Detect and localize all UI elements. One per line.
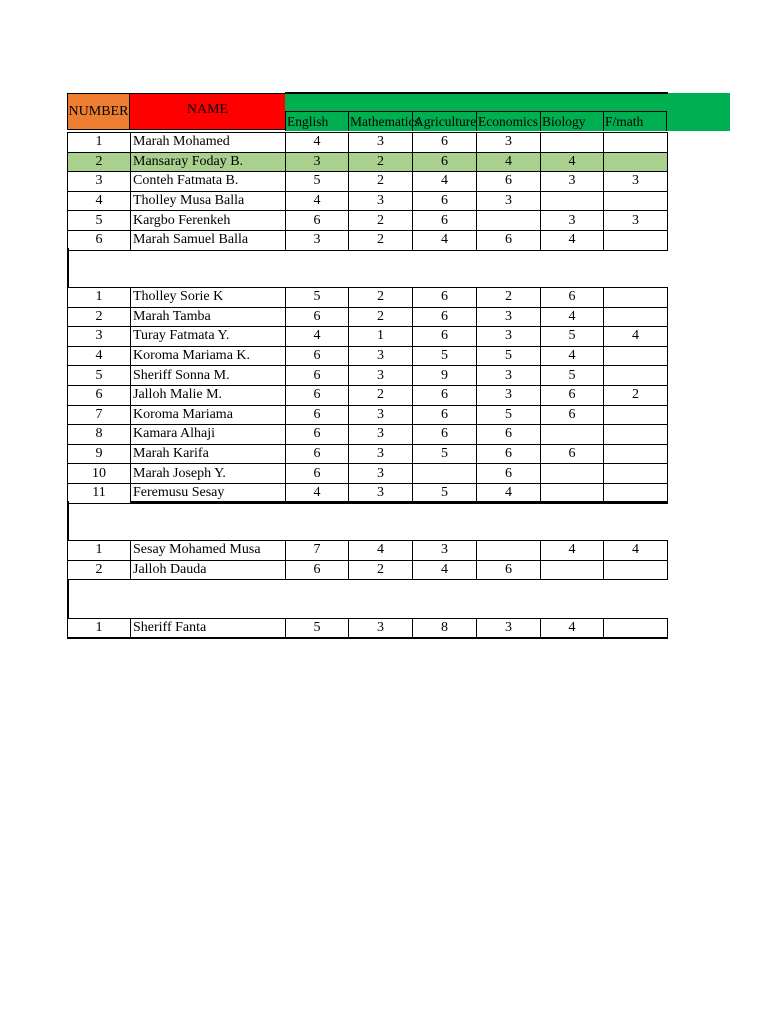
score-cell-agriculture[interactable]: 5 xyxy=(413,346,477,366)
subject-header-mathematics[interactable]: Mathematics xyxy=(348,111,412,131)
score-cell-biology[interactable]: 4 xyxy=(541,230,604,250)
score-cell-biology[interactable] xyxy=(541,560,604,580)
separator-left-border xyxy=(67,579,69,618)
table-row[interactable] xyxy=(68,288,668,308)
student-name-cell[interactable]: Kamara Alhaji xyxy=(131,425,286,445)
student-table-group-2 xyxy=(67,287,668,504)
student-name-cell[interactable]: Marah Karifa xyxy=(131,444,286,464)
score-cell-biology[interactable]: 4 xyxy=(541,152,604,172)
score-cell-english[interactable]: 5 xyxy=(286,172,349,192)
score-cell-agriculture[interactable]: 6 xyxy=(413,327,477,347)
score-cell-mathematics[interactable]: 3 xyxy=(349,366,413,386)
score-cell-economics[interactable]: 2 xyxy=(477,288,541,308)
student-name-cell[interactable]: Sesay Mohamed Musa xyxy=(131,541,286,561)
row-number-cell[interactable]: 3 xyxy=(68,327,131,347)
score-cell-mathematics[interactable]: 2 xyxy=(349,307,413,327)
score-cell-biology[interactable]: 4 xyxy=(541,619,604,639)
score-cell-agriculture[interactable]: 5 xyxy=(413,444,477,464)
table-row[interactable] xyxy=(68,560,668,580)
score-cell-agriculture[interactable]: 3 xyxy=(413,541,477,561)
score-cell-mathematics[interactable]: 3 xyxy=(349,346,413,366)
score-cell-english[interactable]: 5 xyxy=(286,619,349,639)
score-cell-f-math[interactable]: 3 xyxy=(604,211,668,231)
score-cell-economics[interactable]: 6 xyxy=(477,172,541,192)
score-cell-english[interactable]: 6 xyxy=(286,307,349,327)
score-cell-english[interactable]: 6 xyxy=(286,464,349,484)
score-cell-economics[interactable]: 3 xyxy=(477,619,541,639)
student-name-cell[interactable]: Marah Tamba xyxy=(131,307,286,327)
score-cell-economics[interactable]: 3 xyxy=(477,133,541,153)
score-cell-agriculture[interactable]: 6 xyxy=(413,211,477,231)
score-cell-economics[interactable]: 6 xyxy=(477,230,541,250)
row-number-cell[interactable]: 1 xyxy=(68,541,131,561)
table-row[interactable] xyxy=(68,327,668,347)
table-row[interactable] xyxy=(68,464,668,484)
score-cell-english[interactable]: 3 xyxy=(286,230,349,250)
subject-header-agriculture[interactable]: Agriculture xyxy=(412,111,476,131)
score-cell-f-math[interactable] xyxy=(604,346,668,366)
score-cell-mathematics[interactable]: 2 xyxy=(349,288,413,308)
row-number-cell[interactable]: 6 xyxy=(68,230,131,250)
score-cell-f-math[interactable] xyxy=(604,230,668,250)
student-name-cell[interactable]: Koroma Mariama xyxy=(131,405,286,425)
subject-header-f-math[interactable]: F/math xyxy=(603,111,667,131)
student-name-cell[interactable]: Jalloh Dauda xyxy=(131,560,286,580)
score-cell-biology[interactable]: 6 xyxy=(541,444,604,464)
row-number-cell[interactable]: 1 xyxy=(68,133,131,153)
score-cell-agriculture[interactable]: 9 xyxy=(413,366,477,386)
score-cell-f-math[interactable] xyxy=(604,560,668,580)
score-cell-agriculture[interactable]: 6 xyxy=(413,307,477,327)
table-row[interactable] xyxy=(68,541,668,561)
row-number-cell[interactable]: 2 xyxy=(68,560,131,580)
table-row[interactable] xyxy=(68,405,668,425)
score-cell-biology[interactable]: 5 xyxy=(541,366,604,386)
score-cell-f-math[interactable] xyxy=(604,191,668,211)
table-row[interactable] xyxy=(68,172,668,192)
score-cell-english[interactable]: 6 xyxy=(286,366,349,386)
student-name-cell[interactable]: Turay Fatmata Y. xyxy=(131,327,286,347)
score-cell-english[interactable]: 5 xyxy=(286,288,349,308)
table-row[interactable] xyxy=(68,385,668,405)
group-bottom-border xyxy=(130,501,668,503)
score-cell-english[interactable]: 4 xyxy=(286,327,349,347)
student-name-cell[interactable]: Mansaray Foday B. xyxy=(131,152,286,172)
score-cell-biology[interactable] xyxy=(541,191,604,211)
score-cell-agriculture[interactable]: 4 xyxy=(413,230,477,250)
score-cell-agriculture[interactable]: 6 xyxy=(413,133,477,153)
table-row[interactable] xyxy=(68,307,668,327)
row-number-cell[interactable]: 5 xyxy=(68,211,131,231)
score-cell-f-math[interactable] xyxy=(604,133,668,153)
score-cell-economics[interactable]: 6 xyxy=(477,560,541,580)
score-cell-mathematics[interactable]: 2 xyxy=(349,211,413,231)
row-number-cell[interactable]: 11 xyxy=(68,483,131,503)
student-name-cell[interactable]: Jalloh Malie M. xyxy=(131,385,286,405)
score-cell-mathematics[interactable]: 3 xyxy=(349,464,413,484)
row-number-cell[interactable]: 8 xyxy=(68,425,131,445)
score-cell-agriculture[interactable]: 6 xyxy=(413,288,477,308)
score-cell-english[interactable]: 6 xyxy=(286,346,349,366)
row-number-cell[interactable]: 7 xyxy=(68,405,131,425)
table-row[interactable] xyxy=(68,152,668,172)
score-cell-economics[interactable]: 3 xyxy=(477,191,541,211)
number-column-header[interactable]: NUMBER xyxy=(67,93,130,130)
score-cell-economics[interactable] xyxy=(477,211,541,231)
score-cell-agriculture[interactable]: 4 xyxy=(413,560,477,580)
score-cell-agriculture[interactable]: 5 xyxy=(413,483,477,503)
score-cell-economics[interactable] xyxy=(477,541,541,561)
score-cell-biology[interactable]: 6 xyxy=(541,385,604,405)
score-cell-agriculture[interactable]: 6 xyxy=(413,405,477,425)
score-cell-english[interactable]: 6 xyxy=(286,444,349,464)
row-number-cell[interactable]: 2 xyxy=(68,152,131,172)
table-row[interactable] xyxy=(68,425,668,445)
score-cell-mathematics[interactable]: 2 xyxy=(349,385,413,405)
row-number-cell[interactable]: 3 xyxy=(68,172,131,192)
score-cell-f-math[interactable] xyxy=(604,444,668,464)
score-cell-economics[interactable]: 6 xyxy=(477,464,541,484)
student-name-cell[interactable]: Feremusu Sesay xyxy=(131,483,286,503)
score-cell-biology[interactable]: 4 xyxy=(541,307,604,327)
score-cell-economics[interactable]: 6 xyxy=(477,425,541,445)
student-name-cell[interactable]: Sheriff Sonna M. xyxy=(131,366,286,386)
row-number-cell[interactable]: 9 xyxy=(68,444,131,464)
score-cell-f-math[interactable] xyxy=(604,425,668,445)
score-cell-economics[interactable]: 6 xyxy=(477,444,541,464)
score-cell-biology[interactable] xyxy=(541,464,604,484)
table-row[interactable] xyxy=(68,230,668,250)
score-cell-biology[interactable] xyxy=(541,133,604,153)
score-cell-biology[interactable]: 5 xyxy=(541,327,604,347)
subject-header-biology[interactable]: Biology xyxy=(540,111,603,131)
score-cell-mathematics[interactable]: 3 xyxy=(349,133,413,153)
score-cell-agriculture[interactable]: 6 xyxy=(413,425,477,445)
score-cell-mathematics[interactable]: 2 xyxy=(349,560,413,580)
table-row[interactable] xyxy=(68,346,668,366)
score-cell-biology[interactable]: 6 xyxy=(541,405,604,425)
separator-left-border xyxy=(67,501,69,540)
score-cell-mathematics[interactable]: 4 xyxy=(349,541,413,561)
score-cell-english[interactable]: 7 xyxy=(286,541,349,561)
score-cell-economics[interactable]: 5 xyxy=(477,346,541,366)
score-cell-f-math[interactable] xyxy=(604,619,668,639)
student-name-cell[interactable]: Conteh Fatmata B. xyxy=(131,172,286,192)
score-cell-mathematics[interactable]: 3 xyxy=(349,444,413,464)
score-cell-biology[interactable] xyxy=(541,425,604,445)
score-cell-english[interactable]: 6 xyxy=(286,211,349,231)
score-cell-mathematics[interactable]: 3 xyxy=(349,483,413,503)
score-cell-f-math[interactable] xyxy=(604,464,668,484)
table-row[interactable] xyxy=(68,211,668,231)
score-cell-economics[interactable]: 5 xyxy=(477,405,541,425)
score-cell-agriculture[interactable]: 6 xyxy=(413,191,477,211)
score-cell-economics[interactable]: 4 xyxy=(477,483,541,503)
score-cell-f-math[interactable]: 4 xyxy=(604,327,668,347)
score-cell-english[interactable]: 6 xyxy=(286,385,349,405)
student-table-group-1 xyxy=(67,132,668,251)
score-cell-economics[interactable]: 3 xyxy=(477,307,541,327)
student-table-group-3 xyxy=(67,540,668,580)
score-cell-mathematics[interactable]: 2 xyxy=(349,172,413,192)
score-cell-biology[interactable]: 6 xyxy=(541,288,604,308)
score-cell-mathematics[interactable]: 3 xyxy=(349,405,413,425)
row-number-cell[interactable]: 6 xyxy=(68,385,131,405)
score-cell-agriculture[interactable] xyxy=(413,464,477,484)
score-cell-mathematics[interactable]: 3 xyxy=(349,191,413,211)
score-cell-biology[interactable]: 4 xyxy=(541,541,604,561)
table-row[interactable] xyxy=(68,619,668,639)
name-column-header[interactable]: NAME xyxy=(130,93,285,130)
score-cell-economics[interactable]: 4 xyxy=(477,152,541,172)
score-cell-biology[interactable]: 3 xyxy=(541,172,604,192)
score-cell-english[interactable]: 4 xyxy=(286,133,349,153)
group-bottom-border xyxy=(67,637,668,639)
score-cell-mathematics[interactable]: 3 xyxy=(349,619,413,639)
row-number-cell[interactable]: 5 xyxy=(68,366,131,386)
score-cell-mathematics[interactable]: 3 xyxy=(349,425,413,445)
score-cell-mathematics[interactable]: 2 xyxy=(349,152,413,172)
score-cell-agriculture[interactable]: 6 xyxy=(413,152,477,172)
score-cell-biology[interactable]: 3 xyxy=(541,211,604,231)
score-cell-english[interactable]: 4 xyxy=(286,483,349,503)
score-cell-biology[interactable]: 4 xyxy=(541,346,604,366)
row-number-cell[interactable]: 2 xyxy=(68,307,131,327)
score-cell-english[interactable]: 3 xyxy=(286,152,349,172)
score-cell-f-math[interactable]: 4 xyxy=(604,541,668,561)
student-name-cell[interactable]: Koroma Mariama K. xyxy=(131,346,286,366)
score-cell-mathematics[interactable]: 2 xyxy=(349,230,413,250)
row-number-cell[interactable]: 1 xyxy=(68,619,131,639)
score-cell-economics[interactable]: 3 xyxy=(477,327,541,347)
score-cell-english[interactable]: 6 xyxy=(286,560,349,580)
student-name-cell[interactable]: Tholley Musa Balla xyxy=(131,191,286,211)
student-name-cell[interactable]: Marah Joseph Y. xyxy=(131,464,286,484)
score-cell-mathematics[interactable]: 1 xyxy=(349,327,413,347)
student-name-cell[interactable]: Tholley Sorie K xyxy=(131,288,286,308)
separator-left-border xyxy=(67,248,69,287)
student-name-cell[interactable]: Marah Mohamed xyxy=(131,133,286,153)
score-cell-economics[interactable]: 3 xyxy=(477,385,541,405)
score-cell-english[interactable]: 6 xyxy=(286,425,349,445)
row-number-cell[interactable]: 1 xyxy=(68,288,131,308)
student-name-cell[interactable]: Kargbo Ferenkeh xyxy=(131,211,286,231)
score-cell-english[interactable]: 4 xyxy=(286,191,349,211)
score-cell-agriculture[interactable]: 4 xyxy=(413,172,477,192)
score-cell-english[interactable]: 6 xyxy=(286,405,349,425)
row-number-cell[interactable]: 4 xyxy=(68,191,131,211)
score-cell-agriculture[interactable]: 8 xyxy=(413,619,477,639)
student-name-cell[interactable]: Sheriff Fanta xyxy=(131,619,286,639)
score-cell-f-math[interactable] xyxy=(604,307,668,327)
table-row[interactable] xyxy=(68,366,668,386)
student-name-cell[interactable]: Marah Samuel Balla xyxy=(131,230,286,250)
score-cell-f-math[interactable]: 3 xyxy=(604,172,668,192)
score-cell-f-math[interactable] xyxy=(604,405,668,425)
score-cell-agriculture[interactable]: 6 xyxy=(413,385,477,405)
table-row[interactable] xyxy=(68,191,668,211)
row-number-cell[interactable]: 10 xyxy=(68,464,131,484)
score-cell-f-math[interactable] xyxy=(604,366,668,386)
table-row[interactable] xyxy=(68,444,668,464)
header-top-border xyxy=(285,92,668,94)
subject-header-english[interactable]: English xyxy=(285,111,348,131)
score-cell-f-math[interactable]: 2 xyxy=(604,385,668,405)
score-cell-f-math[interactable] xyxy=(604,288,668,308)
row-number-cell[interactable]: 4 xyxy=(68,346,131,366)
student-table-group-4 xyxy=(67,618,668,639)
subject-header-economics[interactable]: Economics xyxy=(476,111,540,131)
table-row[interactable] xyxy=(68,133,668,153)
subject-headers-row xyxy=(285,111,668,131)
score-cell-economics[interactable]: 3 xyxy=(477,366,541,386)
score-cell-f-math[interactable] xyxy=(604,152,668,172)
